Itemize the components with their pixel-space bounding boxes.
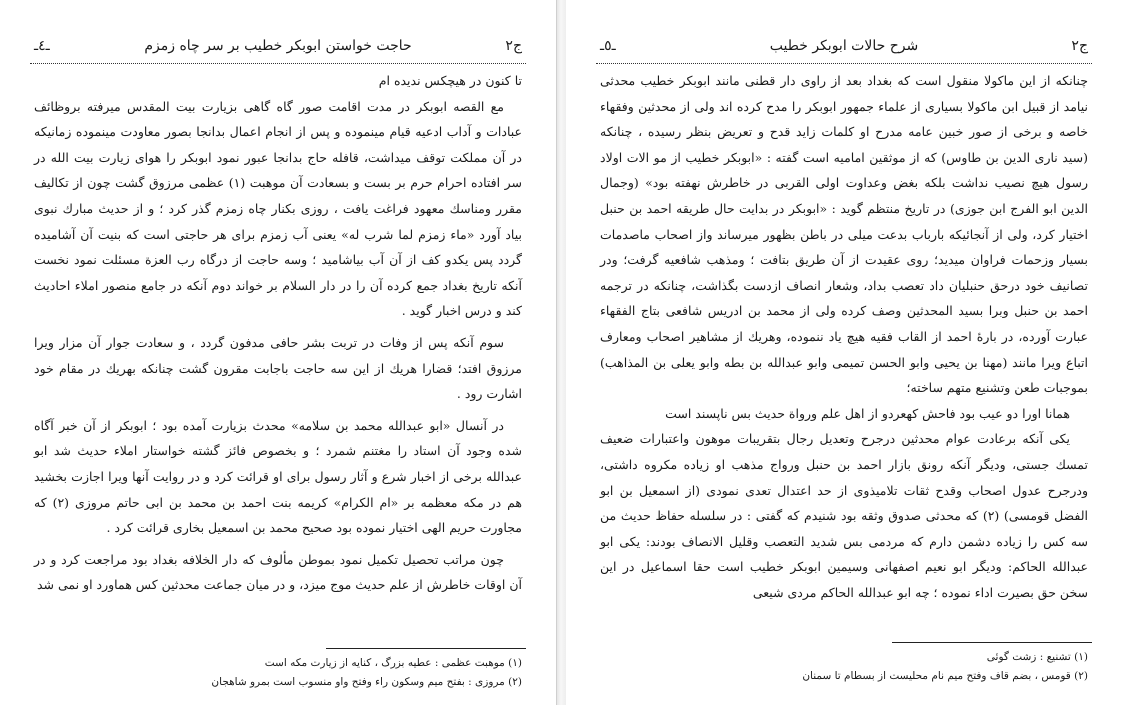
footnote-divider [892,642,1092,643]
header-divider [30,63,526,64]
footnote-divider [326,648,526,649]
running-title: شرح حالات ابوبکر خطیب [769,38,919,54]
footnote: (۲) قومس ، بضم قاف وفتح میم نام محلیست از بسطام تا سمنان [802,670,1088,682]
right-page-body [600,68,1088,605]
footnote: (۱) موهبت عظمی : عطیه بزرگ ، کنایه از زیارت مکه است [264,657,522,669]
left-page [0,0,556,705]
volume-label: ج۲ [505,38,522,54]
right-page-header [600,38,1088,62]
footnote: (۱) تشنیع : زشت گوئی [986,651,1088,663]
paragraph: چون مراتب تحصیل تکمیل نمود بموطن مألوف که دار الخلافه بغداد بود مراجعت کرد و در آن اوقات خاطرش از علم حدیث موج میزد، و در میان جماعت محدثین کس هماورد او نمی شد [34,551,522,593]
paragraph: مع القصه ابوبکر در مدت اقامت صور گاه گاهی بزیارت بیت المقدس میرفته بروظائف عبادات و آداب ادعیه قیام مینموده و پس از انجام اعمال بدانجا بصور معاودت مینموده زمانیکه در آن مملکت توقف میداشت، قافله حاج بدانجا عبور نمود ابوبکر را هوای زیارت بیت الله در سر افتاده احرام حرم بر بست و بسعادت آن موهبت (۱) عظمی مرزوق گشت چون از تکالیف مقرر ومناسك معهود فراغت یافت ، روزی بکنار چاه زمزم گذر کرد ؛ و از حدیث مبارك نبوی بیاد آورد «ماء زمزم لما شرب له» یعنی آب زمزم برای هر حاجتی است که بنیت آن آشامیده گردد پس یکدو کف از آن آب بیاشامید ؛ وسه حاجت از درگاه رب العزة مسئلت نمود نخست آنکه تاریخ بغداد جمع کرده آن را در دار السلام بر خواند دوم آنکه در جامع منصور املاء احادیث کند و درس اخبار گوید . [34,98,522,319]
paragraph: همانا اورا دو عیب بود فاحش کهعردو از اهل علم ورواة حدیث بس ناپسند است [665,405,1070,421]
paragraph: چنانکه از این ماکولا منقول است که بغداد بعد از راوی دار قطنی مانند ابوبکر خطیب محدثی نیامد از قبیل ابن ماکولا بسیاری از علماء جمهور ابوبکر را مدح کرده اند ولی از محدثین وفقهاء خاصه و برخی از صور خبین عامه مدرح او کلمات زاید قدح و تعریض بنظر رسیده ، چنانکه (سید ناری الدین بن طاوس) که از موثقین امامیه است گفته : «ابوبکر خطیب از مو الات اولاد رسول هیچ نصیب نداشت بلکه بغض وعداوت اولی القربی در خاطرش نهفته بود» (وجمال الدین ابو الفرج ابن جوزی) در تاریخ منتظم گوید : «ابوبکر در بدایت حال طریقه احمد بن حنبل اختیار کرد، ولی از آنجائیکه بارباب بدعت میلی در باطن بظهور میرساند واز اصحاب ماصدمات بسیار وزحمات فراوان میدید؛ روی عقیدت از آن طریق بتافت ؛ ومذهب شافعیه گرفت؛ ودر تصانیف خود درحق حنبلیان داد تعصب بداد، وشعار انصاف ازدست بگذاشت، چنانکه در ترجمه احمد بن حنبل وبرا بسید المحدثین وصف کرده ولی از محمد بن ادریس شافعی بتاج الفقهاء عبارت آورده، در بارهٔ احمد از القاب فقیه هیچ یاد ننموده، وهریك از مشاهیر اصحاب ومعارف اتباع ویرا مانند (مهنا بن یحیی وابو الحسن تمیمی وابو عبدالله بن بطه وابو یعلی بن المذاهب) بموجبات طعن وتشنیع متهم ساخته؛ [600,73,1088,396]
page-number: ـ٥ـ [600,38,616,54]
left-page-body [34,68,522,598]
right-page [566,0,1122,705]
page-number: ـ٤ـ [34,38,50,54]
left-page-footnotes [34,654,522,692]
header-divider [596,63,1092,64]
paragraph: سوم آنکه پس از وفات در تربت بشر حافی مدفون گردد ، و سعادت جوار آن مزار ویرا مرزوق افتد؛ قضارا هریك از این سه حاجت باجابت مقرون گشت چنانکه بهریك در مقام خود اشارت رود . [34,334,522,402]
right-page-footnotes [600,648,1088,686]
running-title: حاجت خواستن ابوبکر خطیب بر سر چاه زمزم [144,38,412,54]
volume-label: ج۲ [1071,38,1088,54]
paragraph: تا کنون در هیچکس ندیده ام [378,73,522,88]
footnote: (۲) مروزی : بفتح میم وسکون راء وفتح واو منسوب است بمرو شاهجان [211,676,522,688]
left-page-header [34,38,522,62]
paragraph: در آنسال «ابو عبدالله محمد بن سلامه» محدث بزیارت آمده بود ؛ ابوبکر از آن خبر آگاه شده وجود آن استاد را مغتنم شمرد ؛ و بخصوص فائز گشته خواستار املاء حدیث شد ابو عبدالله برخی از اخبار شرع و آثار رسول برای او قرائت کرد و در روایت آنها ویرا اجازت بخشید هم در مکه معظمه بر «ام الکرام» کریمه بنت احمد بن محمد بن ابی حاتم مروزی (۲) که مجاورت حریم الهی اختیار نموده بود صحیح محمد بن اسمعیل بخاری قرائت کرد . [34,417,522,536]
paragraph: یکی آنکه برعادت عوام محدثین درجرح وتعدیل رجال بتقریبات موهون واعتبارات ضعیف تمسك جستی، ودیگر آنکه رونق بازار احمد بن حنبل ورواج مذهب او زیاده مکروه داشتی، ودرجرح عدول اصحاب وقدح ثقات تلامیذوی از حد اعتدال تعدی نمودی (از اسمعیل بن ابو الفضل قومسی) (۲) که محدثی صدوق وثقه بود شنیدم که گفتی : در سلسله حفاظ حدیث من سه کس را زیاده دشمن دارم که مردمی بس شدید التعصب وقلیل الانصاف بودند: یکی ابو عبدالله الحاکم: ودیگر ابو نعیم اصفهانی وسیمین ابوبکر خطیب است حقا اسماعیل در این سخن حق بصیرت اداء نموده ؛ چه ابو عبدالله الحاکم مردی شیعی [600,431,1088,600]
